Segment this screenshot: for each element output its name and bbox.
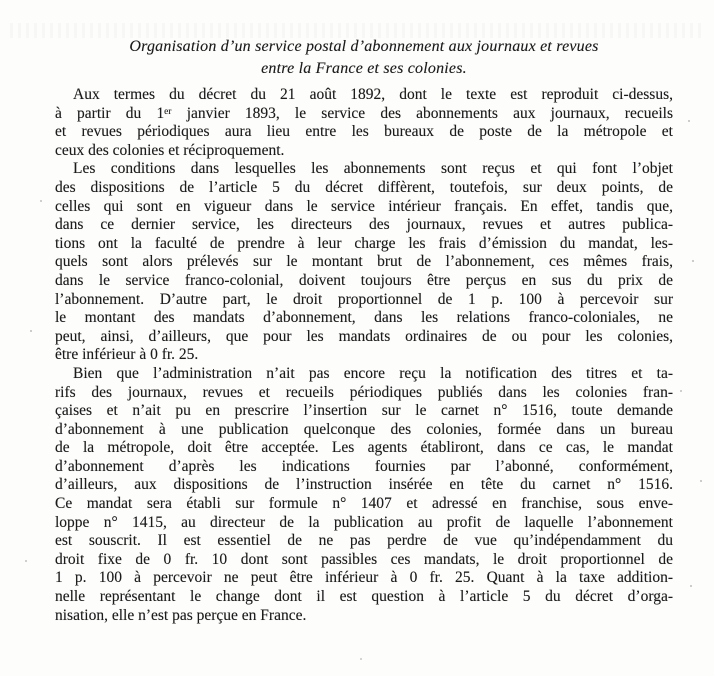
text-line: le montant des mandats d’abonnement, dans les relations franco-coloniales, ne: [55, 309, 673, 327]
text-line: et revues périodiques aura lieu entre les bureaux de poste de la métropole et: [55, 123, 673, 141]
text-line: nelle représentant le change dont il est question à l’article 5 du décret d’orga-: [55, 588, 673, 606]
text-line: droit fixe de 0 fr. 10 dont sont passibles ces mandats, le droit proportionnel de: [55, 550, 673, 568]
paragraph: [55, 495, 673, 625]
text-line: celles qui sont en vigueur dans le service intérieur français. En effet, tandis que,: [55, 197, 673, 215]
text-line: de la métropole, doit être acceptée. Les agents établiront, dans ce cas, le mandat: [55, 439, 673, 457]
text-line: est souscrit. Il est essentiel de ne pas perdre de vue qu’indépendamment du: [55, 532, 673, 550]
text-line: à partir du 1ᵉʳ janvier 1893, le service des abonnements aux journaux, recueils: [55, 104, 673, 122]
text-line: 1 p. 100 à percevoir ne peut être inférieur à 0 fr. 25. Quant à la taxe addition-: [55, 569, 673, 587]
paragraph: [55, 160, 673, 365]
text-line: peut, ainsi, d’ailleurs, que pour les mandats ordinaires de ou pour les colonies,: [55, 327, 673, 345]
text-line: dans le service franco-colonial, doivent toujours être perçus en sus du prix de: [55, 271, 673, 289]
text-line: Ce mandat sera établi sur formule n° 1407 et adressé en franchise, sous enve-: [55, 495, 673, 513]
text-line: ceux des colonies et réciproquement.: [55, 141, 285, 159]
text-line: nisation, elle n’est pas perçue en France.: [55, 606, 307, 624]
text-line: çaises et n’ait pu en prescrire l’insertion sur le carnet n° 1516, toute demande: [55, 402, 673, 420]
text-line: loppe n° 1415, au directeur de la publication au profit de laquelle l’abonnement: [55, 513, 673, 531]
document-title: [55, 36, 673, 80]
paragraph: [55, 86, 673, 160]
text-line: Bien que l’administration n’ait pas encore reçu la notification des titres et ta-: [73, 364, 673, 382]
text-line: rifs des journaux, revues et recueils périodiques publiés dans les colonies fran-: [55, 383, 673, 401]
paragraph: [55, 365, 673, 495]
text-line: dans ce dernier service, les directeurs des journaux, revues et autres publica-: [55, 216, 673, 234]
title-line-2: entre la France et ses colonies.: [261, 60, 467, 77]
text-line: d’abonnement d’après les indications fournies par l’abonné, conformément,: [55, 457, 673, 475]
text-line: tions ont la faculté de prendre à leur charge les frais d’émission du mandat, les-: [55, 234, 673, 252]
text-line: d’ailleurs, aux dispositions de l’instruction insérée en tête du carnet n° 1516.: [55, 476, 673, 494]
text-line: l’abonnement. D’autre part, le droit proportionnel de 1 p. 100 à percevoir sur: [55, 290, 673, 308]
text-line: être inférieur à 0 fr. 25.: [55, 346, 199, 364]
text-line: quels sont alors prélevés sur le montant brut de l’abonnement, ces mêmes frais,: [55, 253, 673, 271]
text-line: des dispositions de l’article 5 du décret diffèrent, toutefois, sur deux points, de: [55, 178, 673, 196]
text-line: d’abonnement à une publication quelconque des colonies, formée dans un bureau: [55, 420, 673, 438]
document-body: [55, 86, 673, 625]
text-line: Les conditions dans lesquelles les abonnements sont reçus et qui font l’objet: [73, 160, 673, 178]
title-line-1: Organisation d’un service postal d’abonnement aux journaux et revues: [129, 38, 599, 55]
text-line: Aux termes du décret du 21 août 1892, dont le texte est reproduit ci-dessus,: [73, 86, 673, 103]
